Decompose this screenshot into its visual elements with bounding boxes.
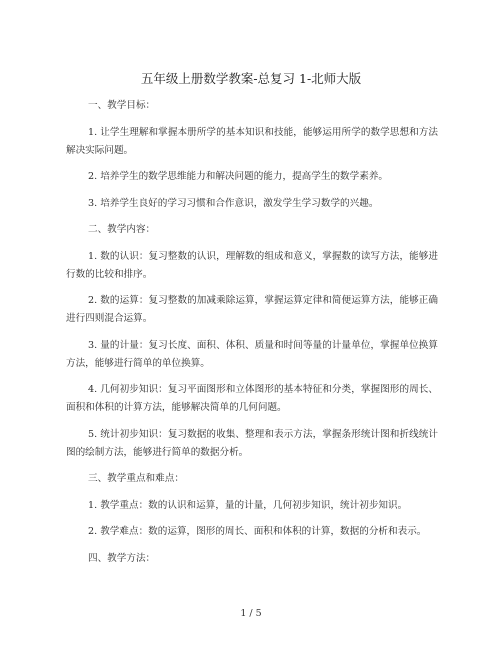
page-number: 1 / 5: [240, 608, 262, 619]
focus-item: 2. 教学难点：数的运算，图形的周长、面积和体积的计算，数据的分析和表示。: [88, 526, 427, 537]
content-item: 2. 数的运算：复习整数的加减乘除运算，掌握运算定律和简便运算方法，能够正确进行四则混合运算。: [66, 295, 438, 324]
content-item: 1. 数的认识：复习整数的认识，理解数的组成和意义，掌握数的读写方法，能够进行数的比较和排序。: [66, 250, 438, 280]
content-item: 3. 量的计量：复习长度、面积、体积、质量和时间等量的计量单位，掌握单位换算方法，能够进行简单的单位换算。: [66, 339, 438, 369]
section-heading-content: 二、教学内容：: [88, 224, 156, 235]
goal-item: 2. 培养学生的数学思维能力和解决问题的能力，提高学生的数学素养。: [88, 171, 389, 182]
goal-item: 3. 培养学生良好的学习习惯和合作意识，激发学生学习数学的兴趣。: [88, 197, 379, 209]
goal-item: 1. 让学生理解和掌握本册所学的基本知识和技能，能够运用所学的数学思想和方法解决实际问题。: [66, 126, 438, 156]
document-title: 五年级上册数学教案-总复习 1-北师大版: [140, 71, 362, 86]
content-item: 5. 统计初步知识：复习数据的收集、整理和表示方法，掌握条形统计图和折线统计图的绘制方法，能够进行简单的数据分析。: [66, 428, 438, 458]
section-heading-focus: 三、教学重点和难点：: [88, 473, 184, 484]
section-heading-methods: 四、教学方法：: [88, 552, 156, 564]
section-heading-goals: 一、教学目标：: [88, 100, 156, 111]
content-item: 4. 几何初步知识：复习平面图形和立体图形的基本特征和分类，掌握图形的周长、面积和体积的计算方法，能够解决简单的几何问题。: [66, 384, 438, 413]
document-body: [66, 97, 438, 576]
focus-item: 1. 教学重点：数的认识和运算，量的计量，几何初步知识，统计初步知识。: [88, 499, 408, 511]
